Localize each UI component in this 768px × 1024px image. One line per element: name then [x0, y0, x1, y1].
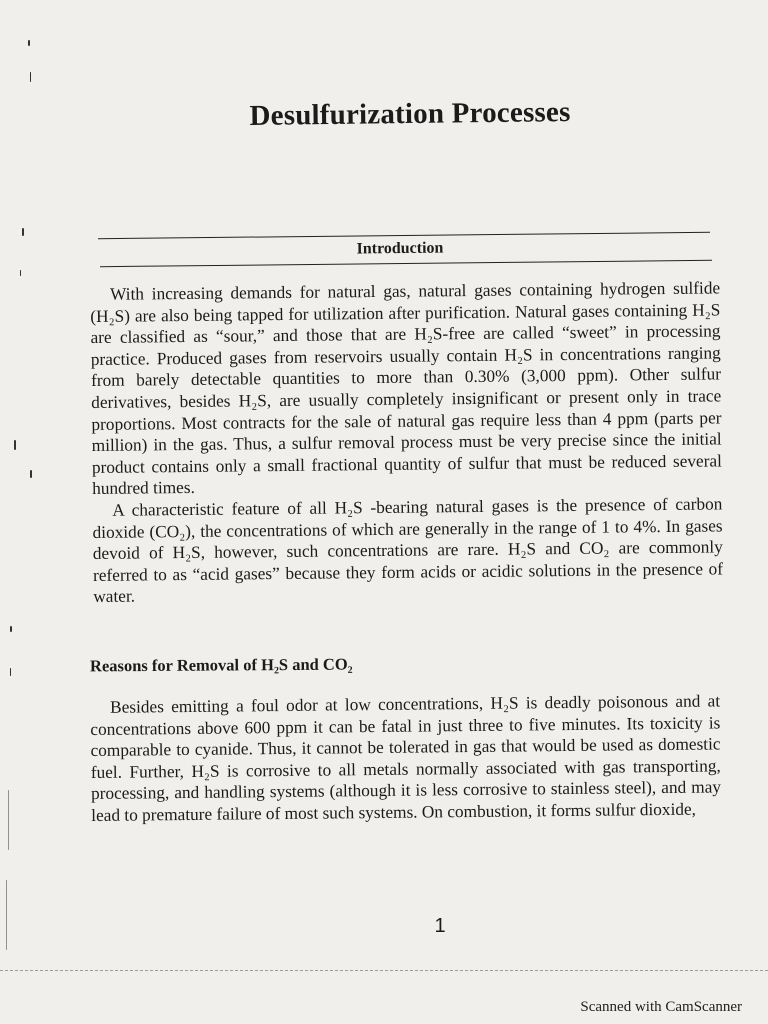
- reasons-text: [90, 690, 721, 826]
- scan-speck: [30, 470, 32, 478]
- scanner-watermark: Scanned with CamScanner: [580, 999, 742, 1015]
- intro-paragraph-2: A characteristic feature of all H₂S -bearing natural gases is the presence of carbon dioxide (CO₂), the concentrations of which are generally in the range of 1 to 4%. In gases devoid of H₂S, however, such concentrations are rare. H₂S and CO₂ are commonly referred to as “acid gases” because they form acids or acidic solutions in the presence of water.: [92, 494, 724, 607]
- intro-text: [90, 277, 723, 607]
- scan-speck: [6, 880, 7, 950]
- scan-speck: [14, 440, 16, 450]
- scan-speck: [10, 626, 12, 632]
- scan-edge-line: [0, 970, 768, 971]
- reasons-paragraph-1: Besides emitting a foul odor at low concentrations, H₂S is deadly poisonous and at concentrations above 600 ppm it can be fatal in just three to five minutes. Its toxicity is comparable to cyanide. Thus, it cannot be tolerated in gas that would be used as domestic fuel. Further, H₂S is corrosive to all metals normally associated with gas transporting, processing, and handling systems (although it is less corrosive to stainless steel), and may lead to premature failure of most such systems. On combustion, it forms sulfur dioxide,: [90, 691, 722, 825]
- intro-paragraph-1: With increasing demands for natural gas, natural gases containing hydrogen sulfide (H₂S) are also being tapped for utilization after purification. Natural gases containing H₂S are classified as “sour,” and those that are H₂S-free are called “sweet” in processing practice. Produced gases from reservoirs usually contain H₂S in concentrations ranging from barely detectable quantities to more than 0.30% (3,000 ppm). Other sulfur derivatives, besides H₂S, are usually completely insignificant or present only in trace proportions. Most contracts for the sale of natural gas require less than 4 ppm (parts per million) in the gas. Thus, a sulfur removal process must be very precise since the initial product contains only a small fractional quantity of sulfur that must be reduced several hundred times.: [90, 278, 722, 499]
- scan-speck: [22, 228, 24, 236]
- section-rule-bottom: [100, 260, 712, 267]
- scan-speck: [20, 270, 21, 276]
- page-number: 1: [434, 915, 446, 937]
- section-rule-top: [98, 232, 710, 239]
- scan-speck: [30, 72, 31, 82]
- scan-speck: [8, 790, 9, 850]
- subheading: Reasons for Removal of H₂S and CO₂: [89, 654, 353, 676]
- chapter-title: Desulfurization Processes: [249, 96, 571, 132]
- section-title: Introduction: [356, 239, 444, 258]
- scan-speck: [10, 668, 11, 676]
- scan-speck: [28, 40, 30, 46]
